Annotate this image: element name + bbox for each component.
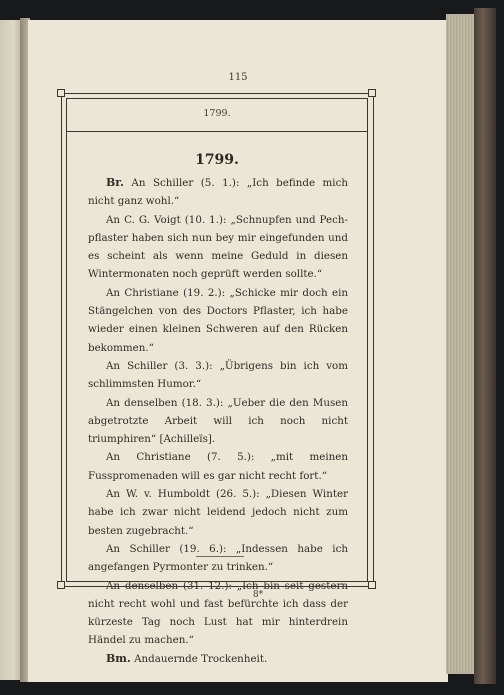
frame-corner-top-left bbox=[57, 89, 65, 97]
entry-text: An Christiane (7. 5.): „mit meinen Fusspromenaden will es gar nicht recht fort.“ bbox=[88, 451, 348, 482]
page-number: 115 bbox=[228, 72, 248, 83]
entry bbox=[88, 485, 348, 540]
entry bbox=[88, 448, 348, 485]
entry bbox=[88, 577, 348, 650]
header-rule bbox=[66, 131, 368, 132]
entry bbox=[88, 357, 348, 394]
entry-lead: Br. bbox=[106, 176, 124, 189]
signature-mark: 8* bbox=[252, 590, 264, 600]
entry-text: An Schiller (3. 3.): „Übrigens bin ich vom schlimmsten Humor.“ bbox=[88, 359, 348, 391]
entry-lead: Bm. bbox=[106, 651, 131, 665]
entry-text: An Christiane (19. 2.): „Schicke mir doch ein Stängelchen von des Doctors Pflaster, ich habe wieder einen kleinen Schweren auf den Rücken bekommen.“ bbox=[88, 286, 348, 354]
entry bbox=[88, 174, 348, 211]
entry bbox=[88, 540, 348, 577]
running-head: 1799. bbox=[203, 108, 231, 119]
entry-text: An denselben (18. 3.): „Ueber die den Musen abgetrotzte Arbeit will ich noch nicht triumphiren“ [Achilleïs]. bbox=[88, 396, 348, 446]
left-page-edge bbox=[0, 20, 22, 680]
entry bbox=[88, 284, 348, 357]
entry-text: An Schiller (5. 1.): „Ich befinde mich nicht ganz wohl.“ bbox=[88, 177, 348, 208]
closing-rule bbox=[196, 556, 244, 557]
entry bbox=[88, 211, 348, 284]
entry-text: An denselben (31. 12.): „Ich bin seit gestern nicht recht wohl und fast befürchte ich dass der kürzeste Tag noch Lust hat mir hinterdrein Händel zu machen.“ bbox=[88, 579, 348, 647]
page-edges bbox=[446, 14, 476, 674]
entry-text: An W. v. Humboldt (26. 5.): „Diesen Winter habe ich zwar nicht leidend jedoch nicht zum besten zugebracht.“ bbox=[88, 488, 348, 537]
section-title: 1799. bbox=[195, 152, 239, 168]
frame-corner-bottom-left bbox=[57, 581, 65, 589]
entry-text: An Schiller (19. 6.): „Indessen habe ich angefangen Pyrmonter zu trinken.“ bbox=[88, 542, 348, 574]
frame-corner-top-right bbox=[368, 89, 376, 97]
book-cover-edge bbox=[474, 8, 496, 684]
entry bbox=[88, 650, 348, 668]
entry-text: An C. G. Voigt (10. 1.): „Schnupfen und Pechpflaster haben sich nun bey mir eingefunden und es scheint als wenn meine Geduld in diesen Wintermonaten noch geprüft werden sollte.“ bbox=[88, 213, 348, 281]
entry bbox=[88, 394, 348, 449]
frame-corner-bottom-right bbox=[368, 581, 376, 589]
entry-text: Andauernde Trockenheit. bbox=[134, 652, 268, 665]
